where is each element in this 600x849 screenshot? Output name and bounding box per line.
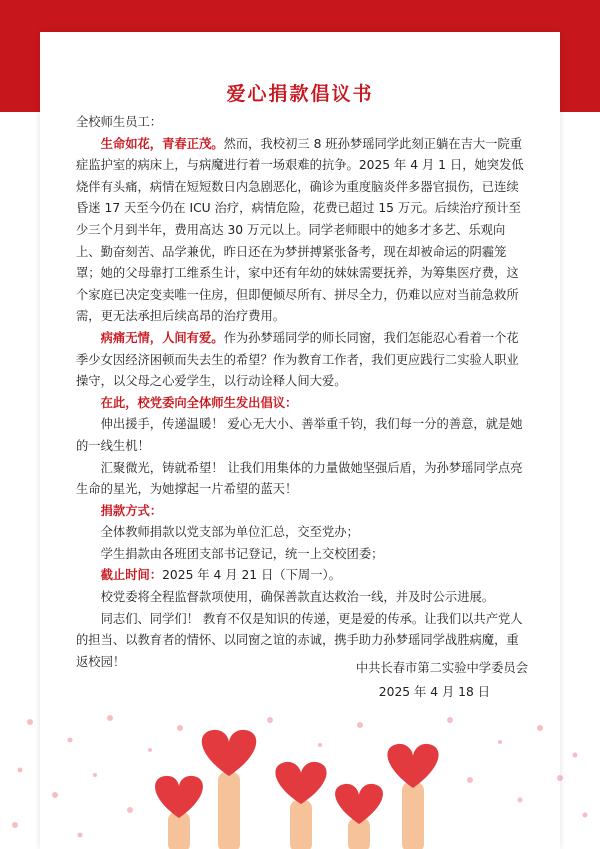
- letter-body: [76, 112, 528, 673]
- lead-phrase: 病痛无情，人间有爱。: [100, 330, 224, 345]
- donation-students: 学生捐款由各班团支部书记登记，统一上交校团委；: [100, 546, 384, 561]
- donation-heading: 捐款方式：: [100, 503, 163, 518]
- heart-left: [155, 776, 203, 849]
- deadline-value: 2025 年 4 月 21 日（下周一）。: [162, 568, 341, 583]
- signature-org: 中共长春市第二实验中学委员会: [355, 661, 528, 675]
- heart-center: [275, 762, 326, 849]
- lead-phrase: 生命如花，青春正茂。: [100, 136, 224, 151]
- paragraph-situation: [76, 134, 528, 328]
- initiative-item-2: 汇聚微光，铸就希望！ 让我们用集体的力量做她坚强后盾，为孙梦瑶同学点亮生命的星光，为她撑起一片希望的蓝天！: [76, 460, 523, 497]
- hearts-illustration: [0, 700, 600, 849]
- paragraph-text: 然而，我校初三 8 班孙梦瑶同学此刻正躺在吉大一院重症监护室的病床上，与病魔进行着一场艰难的抗争。2025 年 4 月 1 日，她突发低烧伴有头痛，病情在短短数日内急剧恶化，确诊为重度脑炎伴多器官损伤，已连续昏迷 17 天至今仍在 ICU 治疗，病情危险，花费已超过 15 万元。后续治疗预计至少三个月到半年，费用高达 30 万元以上。同学老师眼中的她多才多艺、乐观向上、勤奋刻苦、品学兼优，昨日还在为梦拼搏紧张备考，现在却被命运的阴霾笼罩；她的父母靠打工维系生计，家中还有年幼的妹妹需要抚养，为筹集医疗费，这个家庭已决定变卖唯一住房，但即便倾尽所有、拼尽全力，仍难以应对当前急救所需，更无法承担后续高昂的治疗费用。: [76, 136, 524, 324]
- heart-right: [387, 744, 438, 849]
- deadline-label: 截止时间：: [100, 568, 163, 583]
- paragraph-appeal: [76, 328, 528, 393]
- page-title: 爱心捐款倡议书: [226, 83, 374, 105]
- initiative-heading: 在此，校党委向全体师生发出倡议：: [100, 395, 298, 410]
- heart-center-left: [202, 730, 256, 849]
- closing-paragraph: 同志们、同学们！ 教育不仅是知识的传递，更是爱的传承。让我们以共产党人的担当、以教育者的情怀、以同窗之谊的赤诚，携手助力孙梦瑶同学战胜病魔，重返校园！: [76, 611, 523, 669]
- initiative-item-1: 伸出援手，传递温暖！ 爱心无大小、善举重千钧，我们每一分的善意，就是她的一线生机！: [76, 417, 523, 453]
- signature-date: 2025 年 4 月 18 日: [378, 685, 490, 699]
- hands-hearts-decoration: [0, 700, 600, 849]
- paragraph-text: 作为孙梦瑶同学的师长同窗，我们怎能忍心看着一个花季少女因经济困顿而失去生的希望？作为教育工作者，我们更应践行二实验人职业操守，以父母之心爱学生，以行动诠释人间大爱。: [76, 330, 519, 389]
- supervision-note: 校党委将全程监督款项使用，确保善款直达救治一线，并及时公示进展。: [100, 590, 495, 605]
- salutation: 全校师生员工：: [76, 115, 163, 129]
- heart-center-right: [335, 784, 383, 849]
- deadline-line: [76, 565, 528, 587]
- donation-teachers: 全体教师捐款以党支部为单位汇总，交至党办；: [100, 525, 359, 540]
